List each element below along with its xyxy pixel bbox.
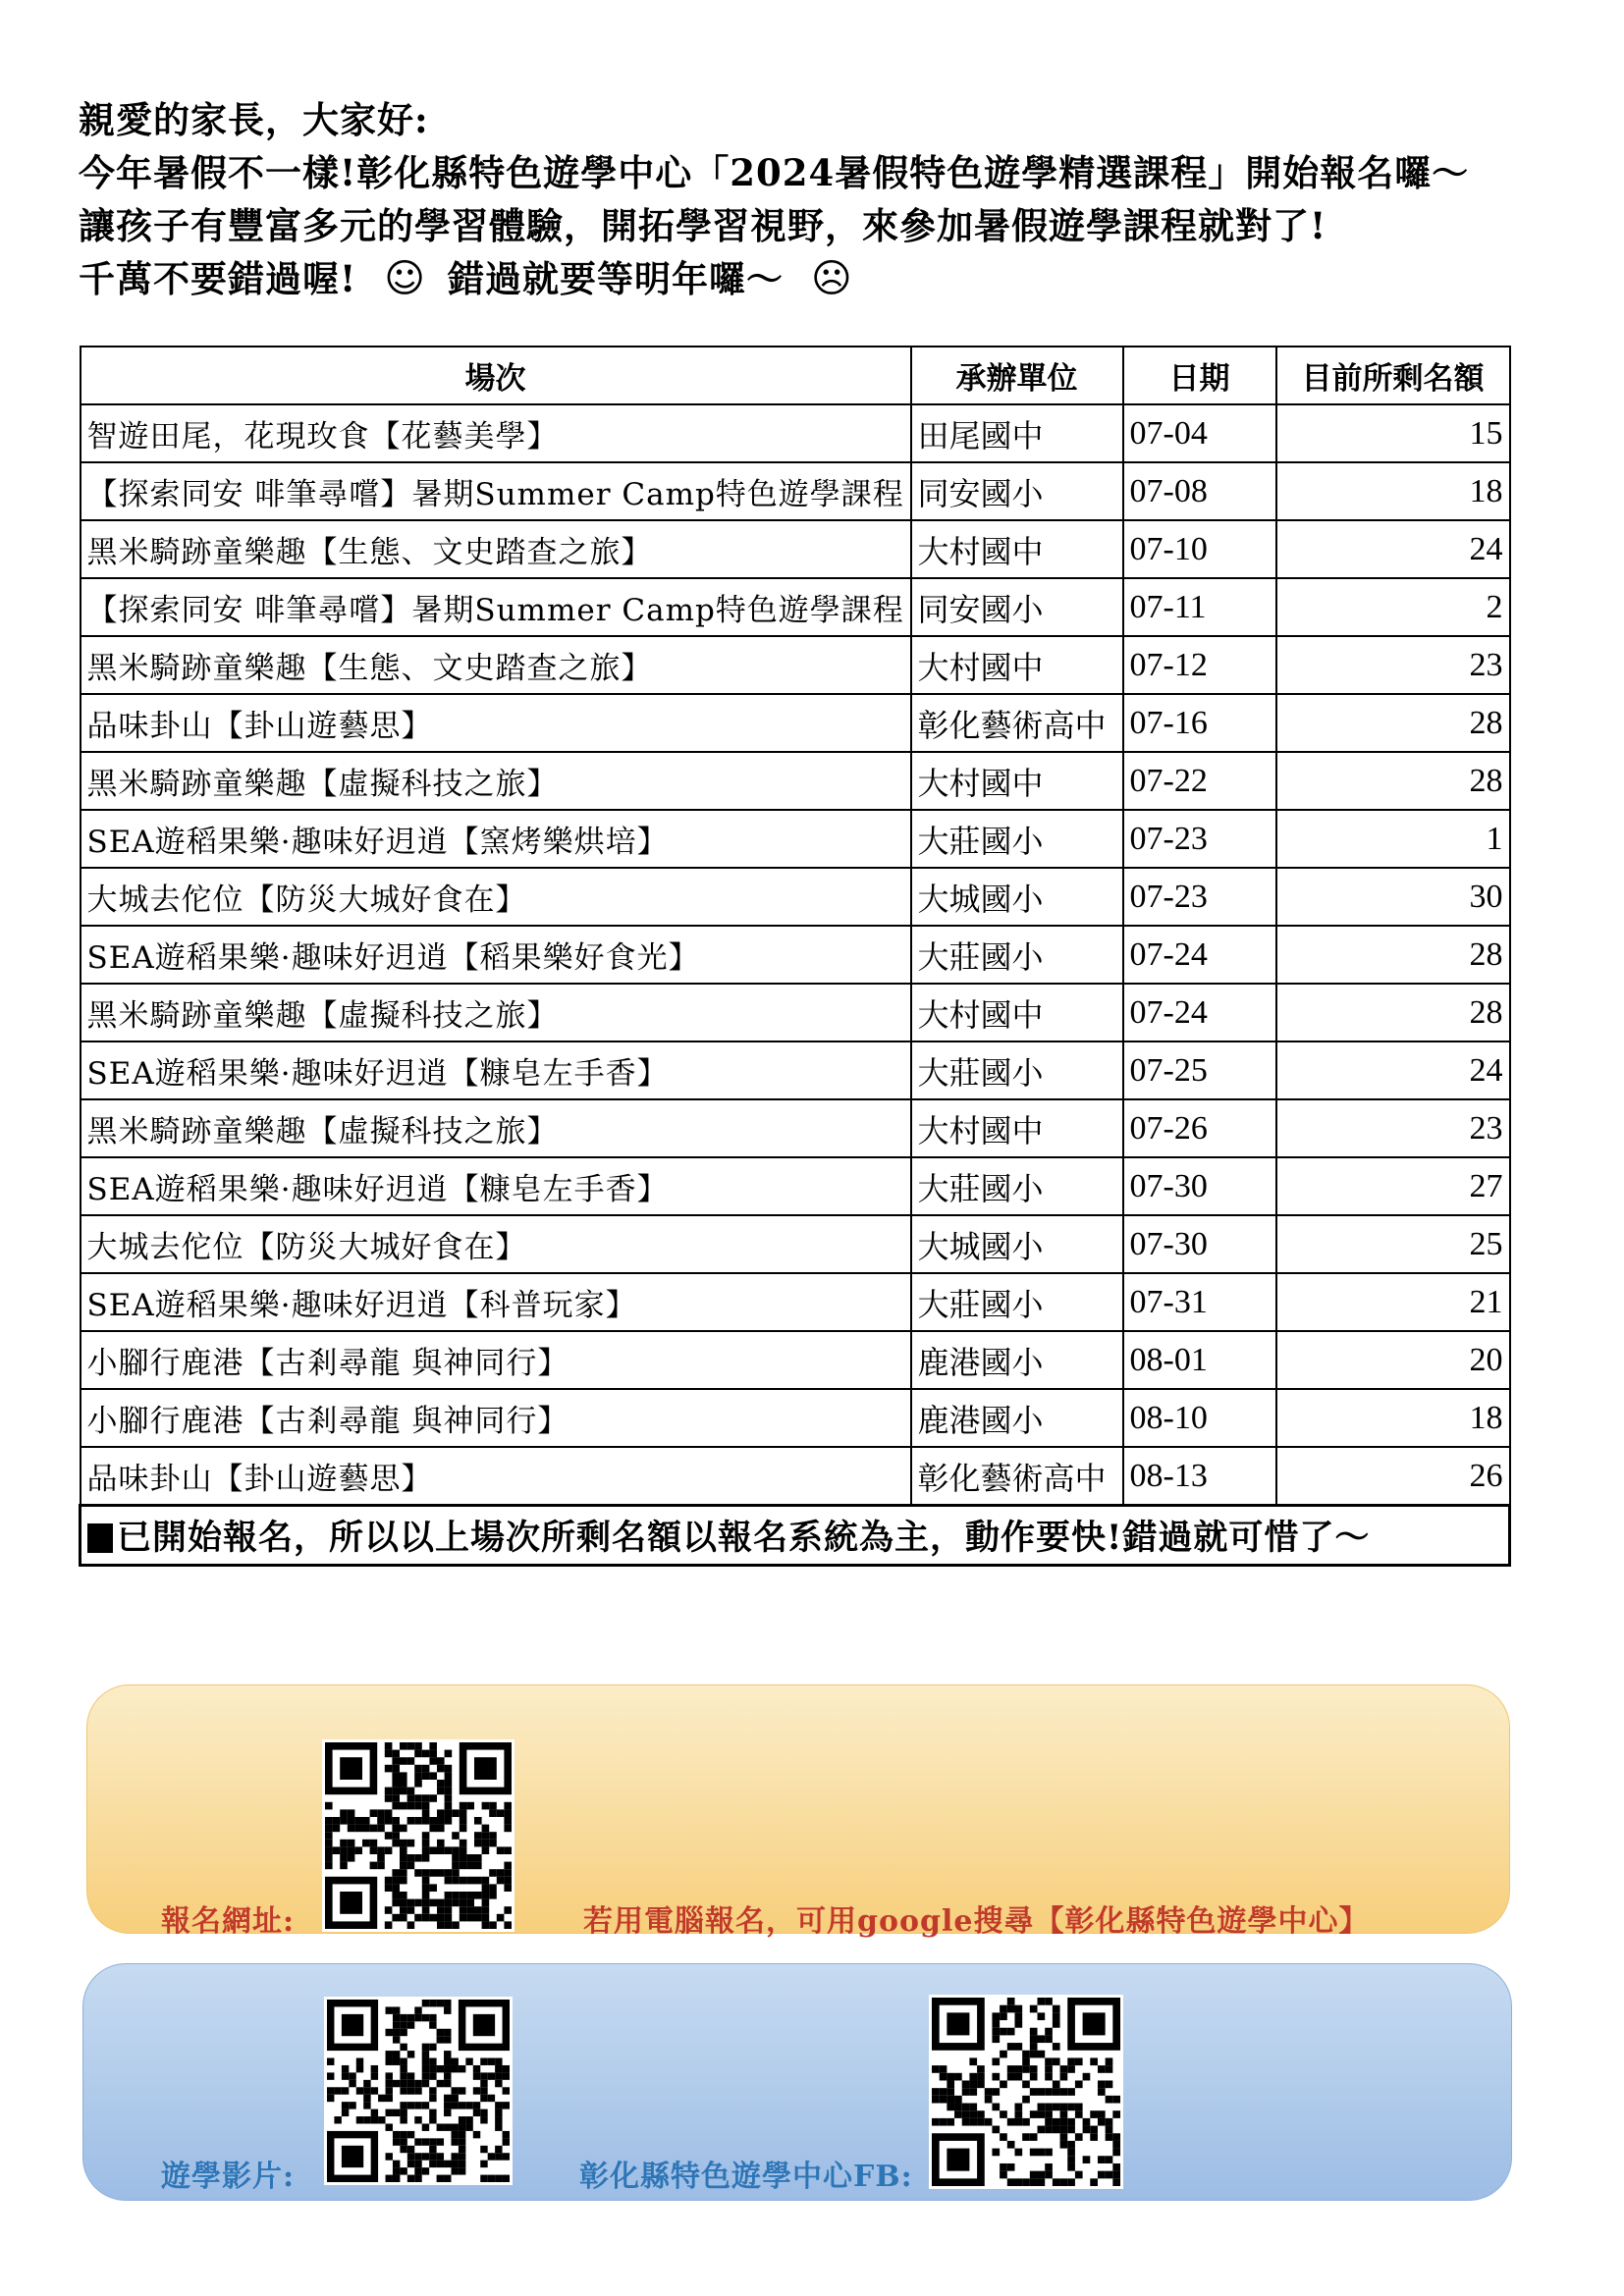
header-date: 日期 bbox=[1123, 347, 1276, 404]
course-cell: 品味卦山【卦山遊藝思】 bbox=[81, 694, 911, 752]
course-cell: SEA遊稻果樂·趣味好迌逍【糠皂左手香】 bbox=[81, 1157, 911, 1215]
signup-url-label: 報名網址: bbox=[161, 1904, 296, 1939]
date-cell: 07-24 bbox=[1123, 926, 1276, 984]
seats-cell: 28 bbox=[1276, 752, 1510, 810]
date-cell: 07-31 bbox=[1123, 1273, 1276, 1331]
smile-icon: ☺ bbox=[384, 256, 426, 301]
header-unit: 承辦單位 bbox=[911, 347, 1123, 404]
course-cell: 小腳行鹿港【古剎尋龍 與神同行】 bbox=[81, 1389, 911, 1447]
seats-cell: 2 bbox=[1276, 578, 1510, 636]
table-row bbox=[81, 578, 1510, 636]
seats-cell: 23 bbox=[1276, 1099, 1510, 1157]
unit-cell: 彰化藝術高中 bbox=[911, 1447, 1123, 1506]
table-row bbox=[81, 868, 1510, 926]
date-cell: 07-11 bbox=[1123, 578, 1276, 636]
table-row bbox=[81, 694, 1510, 752]
seats-cell: 18 bbox=[1276, 462, 1510, 520]
unit-cell: 大城國小 bbox=[911, 1215, 1123, 1273]
unit-cell: 大莊國小 bbox=[911, 926, 1123, 984]
unit-cell: 大城國小 bbox=[911, 868, 1123, 926]
course-cell: SEA遊稻果樂·趣味好迌逍【科普玩家】 bbox=[81, 1273, 911, 1331]
unit-cell: 同安國小 bbox=[911, 462, 1123, 520]
qr-graphic bbox=[932, 1998, 1120, 2186]
announcement-line: 今年暑假不一樣!彰化縣特色遊學中心「2024暑假特色遊學精選課程」開始報名囉～ bbox=[79, 151, 1470, 194]
date-cell: 07-08 bbox=[1123, 462, 1276, 520]
table-body bbox=[81, 404, 1510, 1506]
table-row bbox=[81, 636, 1510, 694]
header-seats: 目前所剩名額 bbox=[1276, 347, 1510, 404]
table-row bbox=[81, 1331, 1510, 1389]
qr-graphic bbox=[325, 1742, 512, 1929]
unit-cell: 同安國小 bbox=[911, 578, 1123, 636]
signup-qr-code[interactable] bbox=[322, 1739, 514, 1932]
registration-note bbox=[81, 1506, 1510, 1566]
unit-cell: 大村國中 bbox=[911, 636, 1123, 694]
date-cell: 07-10 bbox=[1123, 520, 1276, 578]
encouragement-line: 讓孩子有豐富多元的學習體驗，開拓學習視野，來參加暑假遊學課程就對了! bbox=[79, 204, 1327, 247]
date-cell: 07-23 bbox=[1123, 810, 1276, 868]
date-cell: 07-23 bbox=[1123, 868, 1276, 926]
course-cell: SEA遊稻果樂·趣味好迌逍【稻果樂好食光】 bbox=[81, 926, 911, 984]
seats-cell: 25 bbox=[1276, 1215, 1510, 1273]
date-cell: 07-22 bbox=[1123, 752, 1276, 810]
schedule-table bbox=[79, 346, 1511, 1567]
header-course: 場次 bbox=[81, 347, 911, 404]
unit-cell: 鹿港國小 bbox=[911, 1389, 1123, 1447]
seats-cell: 20 bbox=[1276, 1331, 1510, 1389]
table-row bbox=[81, 752, 1510, 810]
date-cell: 07-04 bbox=[1123, 404, 1276, 462]
unit-cell: 大莊國小 bbox=[911, 810, 1123, 868]
date-cell: 07-24 bbox=[1123, 984, 1276, 1041]
table-row bbox=[81, 1389, 1510, 1447]
seats-cell: 21 bbox=[1276, 1273, 1510, 1331]
unit-cell: 大莊國小 bbox=[911, 1157, 1123, 1215]
seats-cell: 30 bbox=[1276, 868, 1510, 926]
course-cell: 智遊田尾，花現玫食【花藝美學】 bbox=[81, 404, 911, 462]
frown-icon: ☹ bbox=[810, 256, 853, 301]
course-cell: 大城去佗位【防災大城好食在】 bbox=[81, 1215, 911, 1273]
table-row bbox=[81, 1041, 1510, 1099]
course-cell: SEA遊稻果樂·趣味好迌逍【糠皂左手香】 bbox=[81, 1041, 911, 1099]
date-cell: 07-26 bbox=[1123, 1099, 1276, 1157]
table-note-row bbox=[81, 1506, 1510, 1566]
date-cell: 07-30 bbox=[1123, 1157, 1276, 1215]
seats-cell: 28 bbox=[1276, 694, 1510, 752]
table-row bbox=[81, 1157, 1510, 1215]
unit-cell: 大村國中 bbox=[911, 520, 1123, 578]
date-cell: 07-30 bbox=[1123, 1215, 1276, 1273]
date-cell: 08-01 bbox=[1123, 1331, 1276, 1389]
unit-cell: 大村國中 bbox=[911, 752, 1123, 810]
registration-note-text: 已開始報名，所以以上場次所剩名額以報名系統為主，動作要快!錯過就可惜了～ bbox=[117, 1518, 1371, 1558]
reminder-text-a: 千萬不要錯過喔! bbox=[79, 257, 357, 300]
table-row bbox=[81, 1447, 1510, 1506]
course-cell: 【探索同安 啡筆尋嚐】暑期Summer Camp特色遊學課程 bbox=[81, 462, 911, 520]
intro-text bbox=[79, 93, 1551, 305]
table-row bbox=[81, 926, 1510, 984]
qr-graphic bbox=[327, 2000, 510, 2182]
seats-cell: 24 bbox=[1276, 1041, 1510, 1099]
video-qr-code[interactable] bbox=[324, 1997, 513, 2185]
table-row bbox=[81, 810, 1510, 868]
table-header-row bbox=[81, 347, 1510, 404]
date-cell: 07-25 bbox=[1123, 1041, 1276, 1099]
unit-cell: 大莊國小 bbox=[911, 1041, 1123, 1099]
date-cell: 07-12 bbox=[1123, 636, 1276, 694]
table-row bbox=[81, 1215, 1510, 1273]
unit-cell: 彰化藝術高中 bbox=[911, 694, 1123, 752]
table-row bbox=[81, 984, 1510, 1041]
course-cell: 大城去佗位【防災大城好食在】 bbox=[81, 868, 911, 926]
table-row bbox=[81, 1099, 1510, 1157]
seats-cell: 18 bbox=[1276, 1389, 1510, 1447]
fb-qr-code[interactable] bbox=[929, 1995, 1123, 2189]
video-label: 遊學影片: bbox=[161, 2160, 296, 2194]
unit-cell: 大村國中 bbox=[911, 984, 1123, 1041]
reminder-text-b: 錯過就要等明年囉～ bbox=[447, 257, 784, 300]
course-cell: 【探索同安 啡筆尋嚐】暑期Summer Camp特色遊學課程 bbox=[81, 578, 911, 636]
seats-cell: 24 bbox=[1276, 520, 1510, 578]
seats-cell: 28 bbox=[1276, 984, 1510, 1041]
signup-search-tip: 若用電腦報名，可用google搜尋【彰化縣特色遊學中心】 bbox=[583, 1904, 1370, 1939]
seats-cell: 23 bbox=[1276, 636, 1510, 694]
course-cell: 黑米騎跡童樂趣【虛擬科技之旅】 bbox=[81, 752, 911, 810]
course-cell: 黑米騎跡童樂趣【生態、文史踏查之旅】 bbox=[81, 636, 911, 694]
course-cell: 小腳行鹿港【古剎尋龍 與神同行】 bbox=[81, 1331, 911, 1389]
seats-cell: 28 bbox=[1276, 926, 1510, 984]
unit-cell: 大村國中 bbox=[911, 1099, 1123, 1157]
seats-cell: 15 bbox=[1276, 404, 1510, 462]
date-cell: 08-13 bbox=[1123, 1447, 1276, 1506]
seats-cell: 27 bbox=[1276, 1157, 1510, 1215]
reminder-line bbox=[79, 252, 1551, 305]
seats-cell: 1 bbox=[1276, 810, 1510, 868]
seats-cell: 26 bbox=[1276, 1447, 1510, 1506]
fb-label: 彰化縣特色遊學中心FB: bbox=[579, 2160, 913, 2194]
date-cell: 08-10 bbox=[1123, 1389, 1276, 1447]
table-row bbox=[81, 520, 1510, 578]
unit-cell: 鹿港國小 bbox=[911, 1331, 1123, 1389]
course-cell: 黑米騎跡童樂趣【虛擬科技之旅】 bbox=[81, 1099, 911, 1157]
table-row bbox=[81, 1273, 1510, 1331]
square-bullet-icon bbox=[87, 1523, 113, 1553]
course-cell: SEA遊稻果樂·趣味好迌逍【窯烤樂烘培】 bbox=[81, 810, 911, 868]
unit-cell: 田尾國中 bbox=[911, 404, 1123, 462]
greeting: 親愛的家長，大家好: bbox=[79, 98, 429, 141]
course-cell: 黑米騎跡童樂趣【虛擬科技之旅】 bbox=[81, 984, 911, 1041]
course-cell: 品味卦山【卦山遊藝思】 bbox=[81, 1447, 911, 1506]
table-row bbox=[81, 404, 1510, 462]
unit-cell: 大莊國小 bbox=[911, 1273, 1123, 1331]
table-row bbox=[81, 462, 1510, 520]
course-cell: 黑米騎跡童樂趣【生態、文史踏查之旅】 bbox=[81, 520, 911, 578]
date-cell: 07-16 bbox=[1123, 694, 1276, 752]
